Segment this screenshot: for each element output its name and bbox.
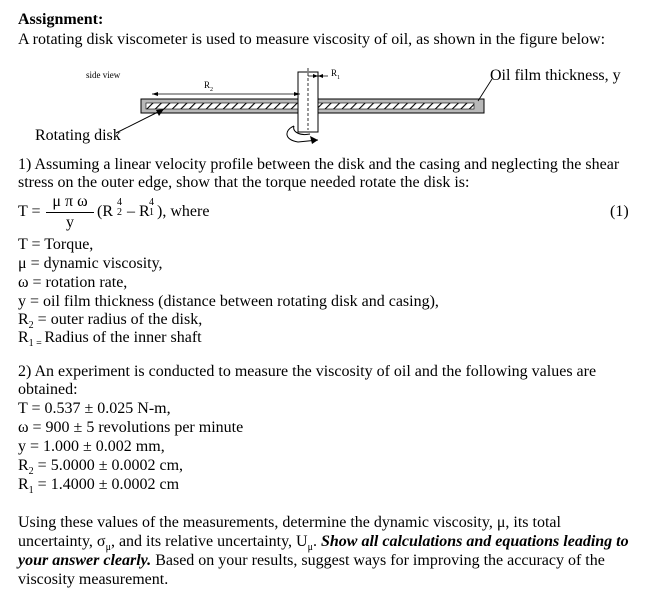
value-rotation: ω = 900 ± 5 revolutions per minute	[18, 419, 244, 436]
eq-r1-scripts: 4 1	[149, 197, 154, 218]
r1-label: $R_1$	[331, 68, 341, 81]
eq-minus-r1: – R	[127, 203, 150, 220]
closing-line1: Using these values of the measurements, determine the dynamic viscosity, μ, its total	[18, 514, 561, 531]
eq-numerator: μ π ω	[52, 193, 88, 210]
value-r1: $R_1 = 1.4000 \pm 0.0002$ cm	[18, 476, 180, 497]
closing-line4: viscosity measurement.	[18, 571, 169, 588]
disk-leader-line	[116, 109, 164, 133]
rotating-disk-label: Rotating disk	[35, 127, 121, 144]
value-thickness: y = 1.000 ± 0.002 mm,	[18, 438, 165, 455]
closing-line3: your answer clearly. Based on your results, suggest ways for improving the accuracy of the	[18, 552, 605, 569]
fraction-bar	[46, 212, 94, 213]
oil-film-label: Oil film thickness, y	[490, 67, 621, 84]
side-view-label: side view	[86, 70, 121, 80]
def-r1: $R_{1 =}$ Radius of the inner shaft	[18, 329, 202, 350]
eq-paren-open: (R	[97, 203, 113, 220]
intro-text: A rotating disk viscometer is used to measure viscosity of oil, as shown in the figure below:	[18, 31, 606, 48]
eq-denominator: y	[66, 214, 74, 231]
def-viscosity: μ = dynamic viscosity,	[18, 255, 163, 272]
eq-r2-scripts: 4 2	[117, 197, 122, 218]
q2-line2: obtained:	[18, 381, 78, 398]
def-torque: T = Torque,	[18, 236, 94, 253]
eq-lhs: T =	[18, 203, 41, 220]
q2-line1: 2) An experiment is conducted to measure the viscosity of oil and the following values are	[18, 363, 597, 380]
closing-line2: uncertainty, $\sigma_\mu$, and its relative uncertainty, $U_\mu$. Show all calculations and equations leading to	[18, 533, 629, 554]
eq-paren-close: ), where	[157, 203, 210, 220]
q1-line1: 1) Assuming a linear velocity profile between the disk and the casing and neglecting the shear	[18, 156, 620, 173]
eq-number: (1)	[610, 203, 629, 220]
value-r2: $R_2 = 5.0000 \pm 0.0002$ cm,	[18, 457, 184, 478]
def-rotation: ω = rotation rate,	[18, 274, 128, 291]
def-thickness: y = oil film thickness (distance between rotating disk and casing),	[18, 293, 439, 310]
def-r2: $R_2$ = outer radius of the disk,	[18, 311, 203, 332]
q1-line2: stress on the outer edge, show that the torque needed rotate the disk is:	[18, 174, 470, 191]
r2-label: $R_2$	[204, 80, 214, 93]
assignment-heading: Assignment:	[18, 11, 104, 28]
value-torque: T = 0.537 ± 0.025 N-m,	[18, 400, 171, 417]
